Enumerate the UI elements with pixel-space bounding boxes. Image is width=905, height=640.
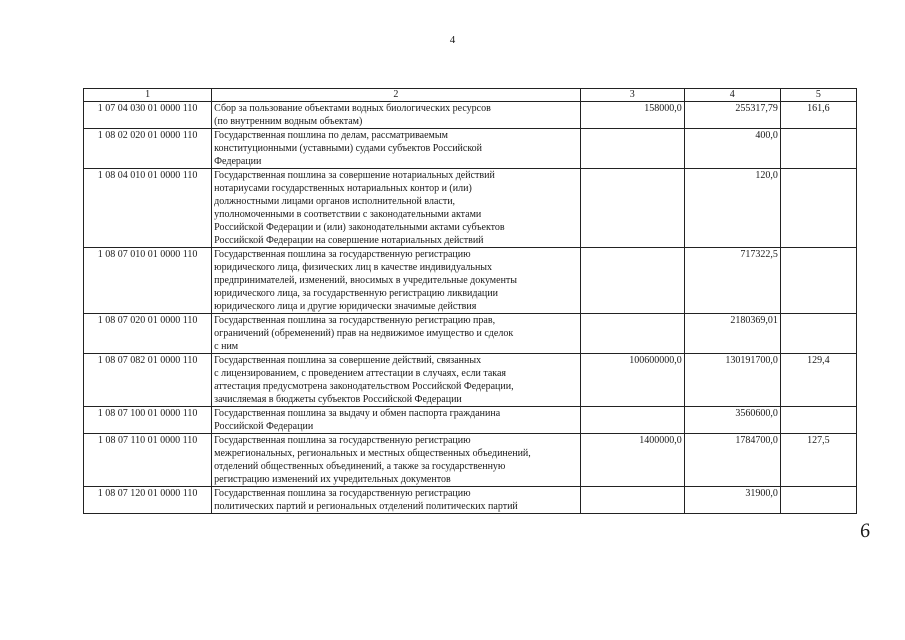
handwritten-mark: 6 bbox=[858, 519, 872, 543]
description-line: зачисляемая в бюджеты субъектов Российской Федерации bbox=[214, 394, 462, 405]
description-line: Государственная пошлина за выдачу и обмен паспорта гражданина bbox=[214, 408, 501, 419]
description-line: Российской Федерации на совершение нотариальных действий bbox=[214, 235, 484, 246]
actual-amount: 717322,5 bbox=[684, 248, 780, 314]
table-row bbox=[84, 248, 857, 314]
planned-amount: 1400000,0 bbox=[580, 434, 684, 487]
table-row bbox=[84, 487, 857, 514]
budget-code: 1 08 04 010 01 0000 110 bbox=[84, 169, 212, 248]
column-header: 2 bbox=[212, 89, 580, 102]
revenue-description bbox=[212, 354, 580, 407]
description-line: Федерации bbox=[214, 156, 262, 167]
table-row bbox=[84, 102, 857, 129]
description-line: юридического лица, за государственную регистрацию ликвидации bbox=[214, 288, 498, 299]
planned-amount bbox=[580, 407, 684, 434]
actual-amount: 2180369,01 bbox=[684, 314, 780, 354]
budget-code: 1 08 07 100 01 0000 110 bbox=[84, 407, 212, 434]
budget-code: 1 08 07 110 01 0000 110 bbox=[84, 434, 212, 487]
budget-code: 1 07 04 030 01 0000 110 bbox=[84, 102, 212, 129]
description-line: предпринимателей, изменений, вносимых в учредительные документы bbox=[214, 275, 518, 286]
actual-amount: 120,0 bbox=[684, 169, 780, 248]
budget-code: 1 08 07 082 01 0000 110 bbox=[84, 354, 212, 407]
revenue-description bbox=[212, 487, 580, 514]
description-line: Государственная пошлина за государственную регистрацию bbox=[214, 435, 471, 446]
planned-amount bbox=[580, 129, 684, 169]
description-line: Российской Федерации и (или) законодательными актами субъектов bbox=[214, 222, 505, 233]
description-line: Государственная пошлина по делам, рассматриваемым bbox=[214, 130, 448, 141]
execution-percent: 127,5 bbox=[780, 434, 856, 487]
description-line: (по внутренним водным объектам) bbox=[214, 116, 363, 127]
revenue-description bbox=[212, 407, 580, 434]
revenue-description bbox=[212, 248, 580, 314]
execution-percent: 129,4 bbox=[780, 354, 856, 407]
planned-amount bbox=[580, 314, 684, 354]
execution-percent bbox=[780, 407, 856, 434]
execution-percent bbox=[780, 248, 856, 314]
column-header: 4 bbox=[684, 89, 780, 102]
budget-table bbox=[83, 88, 857, 514]
budget-code: 1 08 07 010 01 0000 110 bbox=[84, 248, 212, 314]
planned-amount bbox=[580, 248, 684, 314]
execution-percent bbox=[780, 487, 856, 514]
actual-amount: 130191700,0 bbox=[684, 354, 780, 407]
table-row bbox=[84, 407, 857, 434]
revenue-description bbox=[212, 434, 580, 487]
budget-code: 1 08 07 020 01 0000 110 bbox=[84, 314, 212, 354]
column-header: 5 bbox=[780, 89, 856, 102]
description-line: политических партий и региональных отделений политических партий bbox=[214, 501, 518, 512]
page-number: 4 bbox=[449, 34, 456, 46]
budget-code: 1 08 02 020 01 0000 110 bbox=[84, 129, 212, 169]
table-row bbox=[84, 169, 857, 248]
description-line: отделений общественных объединений, а также за государственную bbox=[214, 461, 506, 472]
actual-amount: 31900,0 bbox=[684, 487, 780, 514]
description-line: аттестация предусмотрена законодательством Российской Федерации, bbox=[214, 381, 514, 392]
actual-amount: 255317,79 bbox=[684, 102, 780, 129]
planned-amount bbox=[580, 487, 684, 514]
planned-amount: 100600000,0 bbox=[580, 354, 684, 407]
execution-percent bbox=[780, 129, 856, 169]
description-line: нотариусами государственных нотариальных контор и (или) bbox=[214, 183, 472, 194]
description-line: конституционными (уставными) судами субъектов Российской bbox=[214, 143, 483, 154]
column-header: 1 bbox=[84, 89, 212, 102]
table-row bbox=[84, 434, 857, 487]
execution-percent bbox=[780, 314, 856, 354]
table-row bbox=[84, 314, 857, 354]
description-line: Государственная пошлина за государственную регистрацию прав, bbox=[214, 315, 496, 326]
revenue-description bbox=[212, 129, 580, 169]
description-line: Государственная пошлина за совершение действий, связанных bbox=[214, 355, 482, 366]
column-header: 3 bbox=[580, 89, 684, 102]
description-line: юридического лица, физических лиц в качестве индивидуальных bbox=[214, 262, 493, 273]
description-line: с ним bbox=[214, 341, 239, 352]
actual-amount: 3560600,0 bbox=[684, 407, 780, 434]
description-line: Государственная пошлина за государственную регистрацию bbox=[214, 249, 471, 260]
description-line: уполномоченными в соответствии с законодательными актами bbox=[214, 209, 482, 220]
description-line: межрегиональных, региональных и местных общественных объединений, bbox=[214, 448, 531, 459]
execution-percent: 161,6 bbox=[780, 102, 856, 129]
execution-percent bbox=[780, 169, 856, 248]
table-header-row bbox=[84, 89, 857, 102]
description-line: Государственная пошлина за совершение нотариальных действий bbox=[214, 170, 495, 181]
description-line: ограничений (обременений) прав на недвижимое имущество и сделок bbox=[214, 328, 514, 339]
description-line: Российской Федерации bbox=[214, 421, 314, 432]
description-line: должностными лицами органов исполнительной власти, bbox=[214, 196, 456, 207]
revenue-description bbox=[212, 314, 580, 354]
revenue-description bbox=[212, 169, 580, 248]
description-line: регистрацию изменений их учредительных документов bbox=[214, 474, 451, 485]
planned-amount bbox=[580, 169, 684, 248]
description-line: Сбор за пользование объектами водных биологических ресурсов bbox=[214, 103, 491, 114]
description-line: Государственная пошлина за государственную регистрацию bbox=[214, 488, 471, 499]
table-row bbox=[84, 129, 857, 169]
revenue-description bbox=[212, 102, 580, 129]
description-line: юридического лица и другие юридически значимые действия bbox=[214, 301, 477, 312]
description-line: с лицензированием, с проведением аттестации в случаях, если такая bbox=[214, 368, 507, 379]
actual-amount: 400,0 bbox=[684, 129, 780, 169]
planned-amount: 158000,0 bbox=[580, 102, 684, 129]
table-row bbox=[84, 354, 857, 407]
budget-code: 1 08 07 120 01 0000 110 bbox=[84, 487, 212, 514]
actual-amount: 1784700,0 bbox=[684, 434, 780, 487]
